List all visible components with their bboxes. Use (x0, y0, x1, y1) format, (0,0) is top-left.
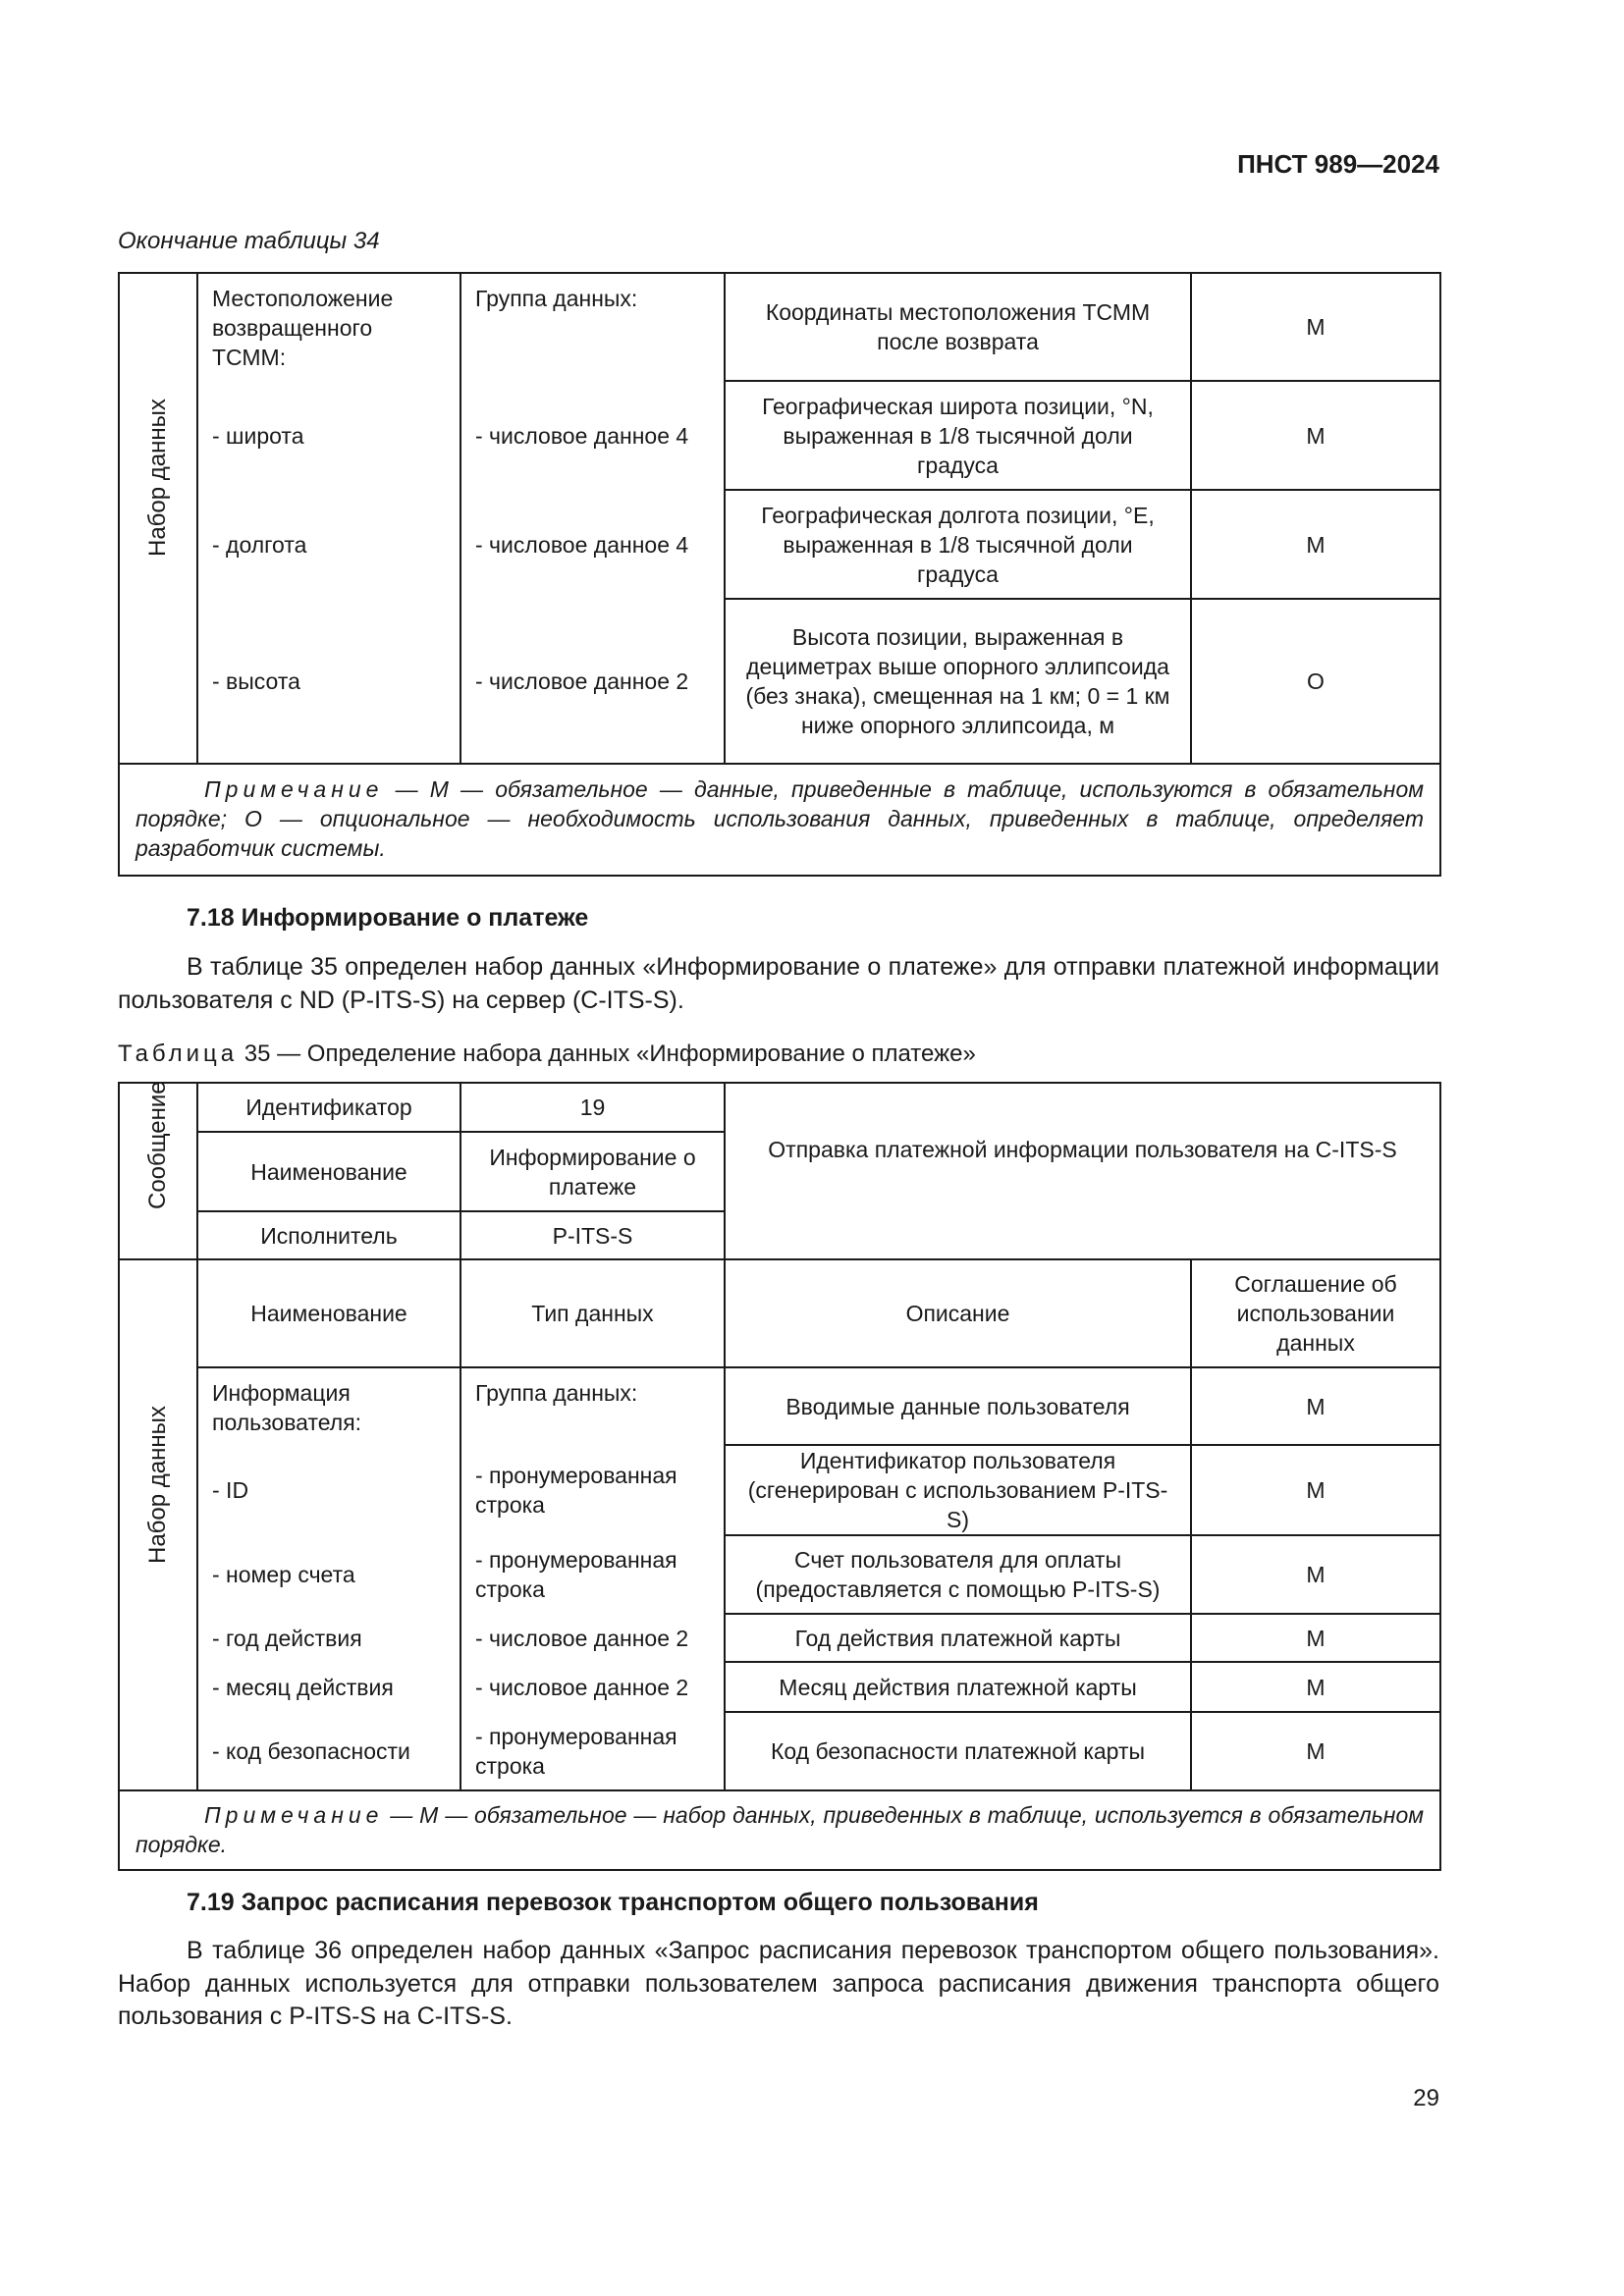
table-note-row (119, 1790, 1440, 1870)
side-label-cell (119, 273, 197, 764)
desc-cell: Вводимые данные пользователя (725, 1367, 1191, 1445)
name-cell: - номер счета (197, 1535, 460, 1614)
name-cell: - долгота (197, 490, 460, 599)
dataset-label-cell (119, 1259, 197, 1790)
desc-cell: Код безопасности платежной карты (725, 1712, 1191, 1790)
table-35 (118, 1082, 1441, 1871)
name-cell: - код безопасности (197, 1712, 460, 1790)
usage-cell: М (1191, 1614, 1440, 1662)
message-field-label: Наименование (197, 1132, 460, 1211)
type-cell: - числовое данное 4 (460, 490, 725, 599)
name-cell: - ID (197, 1445, 460, 1535)
usage-cell: М (1191, 381, 1440, 490)
table-row (119, 381, 1440, 490)
table-row (119, 1614, 1440, 1662)
name-cell: - месяц действия (197, 1662, 460, 1712)
type-cell: Группа данных: (460, 1367, 725, 1445)
desc-cell: Счет пользователя для оплаты (предоставляется с помощью P-ITS-S) (725, 1535, 1191, 1614)
note-label: Примечание (204, 776, 384, 802)
table-header-row (119, 1259, 1440, 1367)
table-row (119, 599, 1440, 764)
section-paragraph-7-18: В таблице 35 определен набор данных «Информирование о платеже» для отправки платежной информации пользователя с ND (P-ITS-S) на сервер (C-ITS-S). (118, 953, 1439, 1014)
message-field-value: 19 (460, 1083, 725, 1132)
usage-cell: М (1191, 1712, 1440, 1790)
table-row (119, 490, 1440, 599)
desc-cell: Год действия платежной карты (725, 1614, 1191, 1662)
name-cell: - год действия (197, 1614, 460, 1662)
table-row (119, 1712, 1440, 1790)
section-paragraph-7-19: В таблице 36 определен набор данных «Запрос расписания перевозок транспортом общего пользования». Набор данных используется для отправки пользователем запроса расписания движения транспорта общего пользования с P-ITS-S на C-ITS-S. (118, 1937, 1439, 2030)
type-cell: Группа данных: (460, 273, 725, 381)
usage-cell: М (1191, 1367, 1440, 1445)
message-label: Сообщение (144, 1081, 171, 1209)
note-text: — М — обязательное — данные, приведенные в таблице, используются в обязательном порядке; О — опциональное — необходимость использования данных, приведенных в таблице, определяет разработчик системы. (135, 776, 1424, 861)
document-id: ПНСТ 989—2024 (1237, 149, 1439, 179)
type-cell: - числовое данное 4 (460, 381, 725, 490)
usage-cell: М (1191, 1445, 1440, 1535)
usage-cell: М (1191, 1662, 1440, 1712)
name-cell: - широта (197, 381, 460, 490)
desc-cell: Координаты местоположения ТСММ после возврата (725, 273, 1191, 381)
usage-cell: М (1191, 490, 1440, 599)
table-note (119, 764, 1440, 876)
page-number: 29 (1413, 2085, 1439, 2111)
message-field-label: Исполнитель (197, 1211, 460, 1259)
column-header: Соглашение об использовании данных (1191, 1259, 1440, 1367)
message-field-value: P-ITS-S (460, 1211, 725, 1259)
caption-text: 35 — Определение набора данных «Информирование о платеже» (238, 1041, 976, 1067)
usage-cell: М (1191, 273, 1440, 381)
table-row (119, 1445, 1440, 1535)
table-note (119, 1790, 1440, 1870)
type-cell: - числовое данное 2 (460, 1614, 725, 1662)
usage-cell: М (1191, 1535, 1440, 1614)
message-label-cell (119, 1083, 197, 1259)
dataset-label: Набор данных (144, 1405, 171, 1564)
desc-cell: Месяц действия платежной карты (725, 1662, 1191, 1712)
table-row (119, 273, 1440, 381)
section-heading-7-18: 7.18 Информирование о платеже (187, 904, 589, 932)
name-cell: Информация пользователя: (197, 1367, 460, 1445)
message-description: Отправка платежной информации пользователя на C-ITS-S (725, 1083, 1440, 1259)
name-cell: Местоположение возвращенного ТСММ: (197, 273, 460, 381)
message-field-label: Идентификатор (197, 1083, 460, 1132)
type-cell: - пронумерованная строка (460, 1535, 725, 1614)
name-cell: - высота (197, 599, 460, 764)
column-header: Наименование (197, 1259, 460, 1367)
table-row (119, 1367, 1440, 1445)
table-caption (118, 1041, 976, 1068)
table-row (119, 1083, 1440, 1132)
desc-cell: Географическая долгота позиции, °E, выраженная в 1/8 тысячной доли градуса (725, 490, 1191, 599)
desc-cell: Географическая широта позиции, °N, выраженная в 1/8 тысячной доли градуса (725, 381, 1191, 490)
section-heading-7-19: 7.19 Запрос расписания перевозок транспортом общего пользования (187, 1889, 1039, 1916)
type-cell: - числовое данное 2 (460, 599, 725, 764)
table-row (119, 1535, 1440, 1614)
column-header: Тип данных (460, 1259, 725, 1367)
type-cell: - пронумерованная строка (460, 1445, 725, 1535)
table-row (119, 1662, 1440, 1712)
message-field-value: Информирование о платеже (460, 1132, 725, 1211)
type-cell: - пронумерованная строка (460, 1712, 725, 1790)
desc-cell: Идентификатор пользователя (сгенерирован с использованием P-ITS-S) (725, 1445, 1191, 1535)
table-continuation-label: Окончание таблицы 34 (118, 228, 380, 254)
note-label: Примечание (204, 1801, 384, 1828)
caption-word: Таблица (118, 1041, 239, 1067)
type-cell: - числовое данное 2 (460, 1662, 725, 1712)
note-text: — М — обязательное — набор данных, приведенных в таблице, используется в обязательном порядке. (135, 1801, 1424, 1857)
table-note-row (119, 764, 1440, 876)
table-34 (118, 272, 1441, 877)
column-header: Описание (725, 1259, 1191, 1367)
desc-cell: Высота позиции, выраженная в дециметрах выше опорного эллипсоида (без знака), смещенная на 1 км; 0 = 1 км ниже опорного эллипсоида, м (725, 599, 1191, 764)
usage-cell: О (1191, 599, 1440, 764)
side-label: Набор данных (144, 399, 171, 557)
